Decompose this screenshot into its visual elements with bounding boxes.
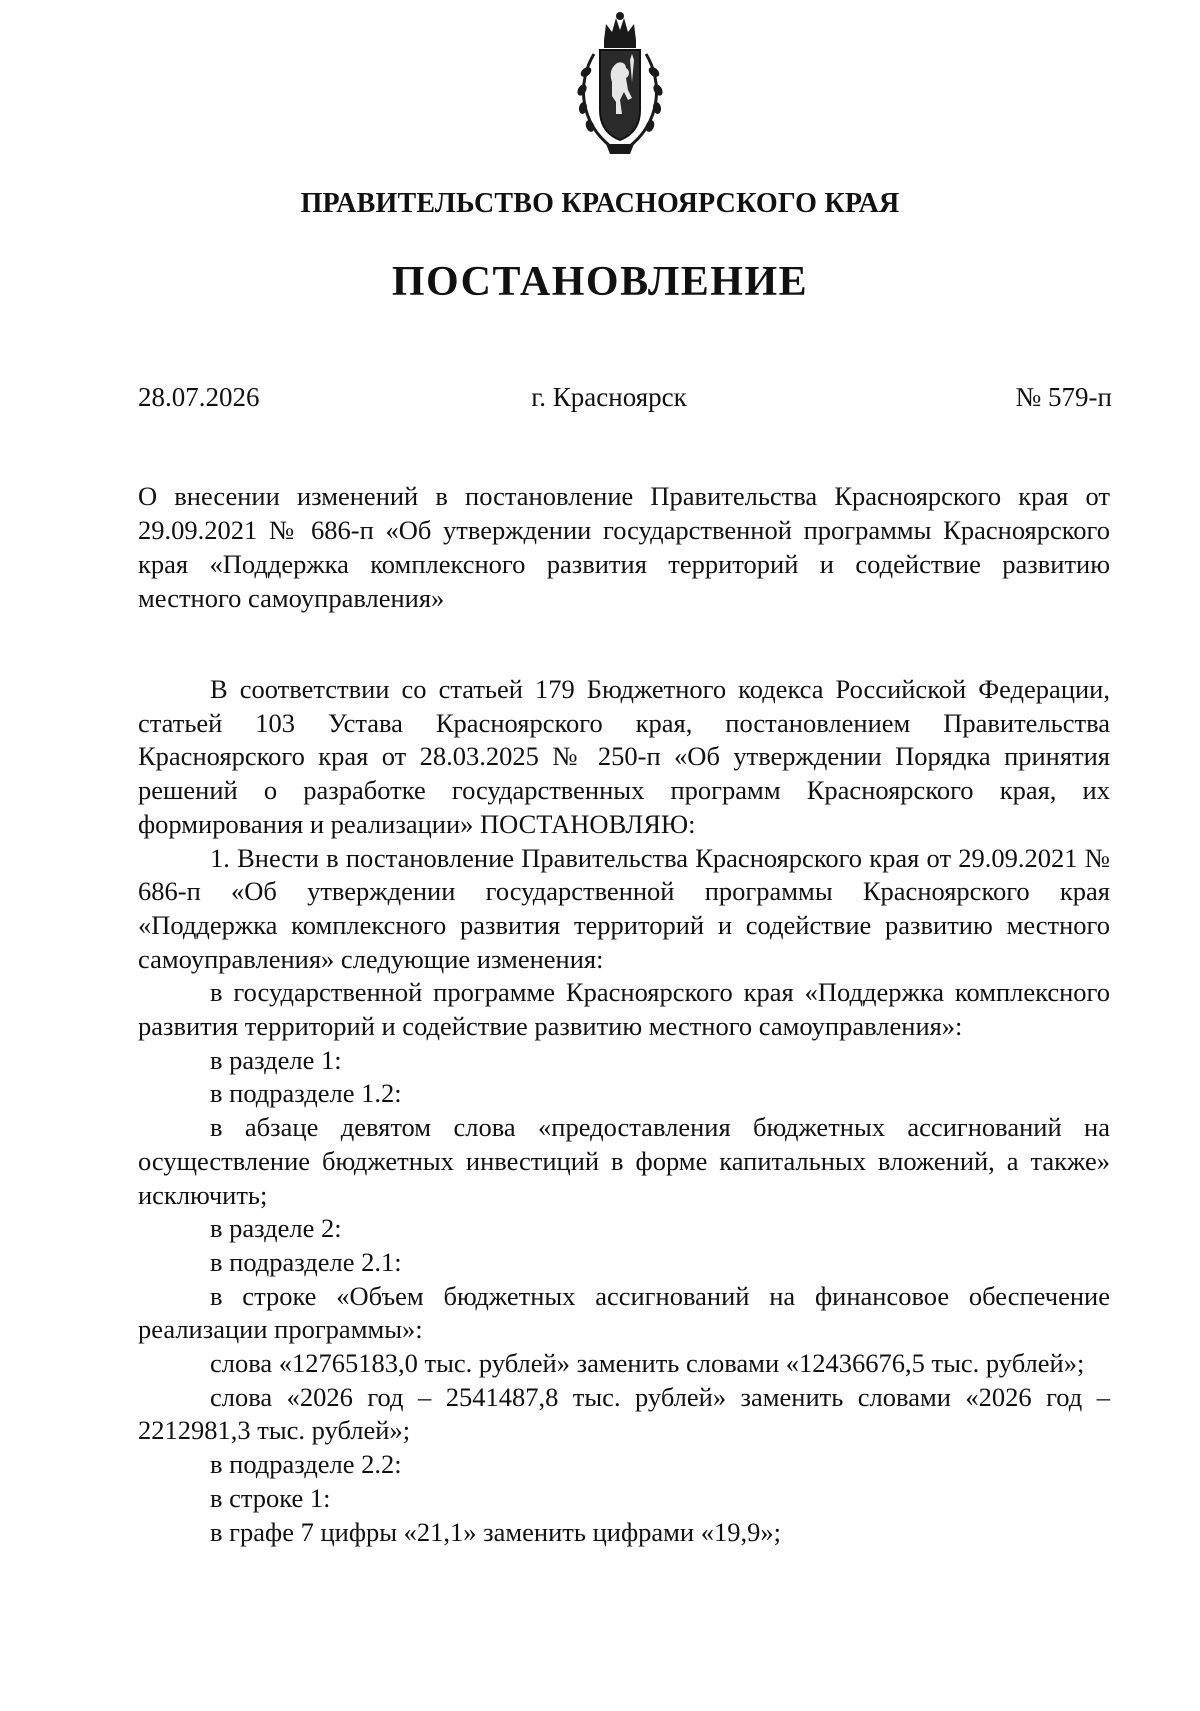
body-paragraph: в подразделе 2.2: [210, 1449, 402, 1480]
document-body [138, 673, 1110, 1549]
body-paragraph: в подразделе 1.2: [210, 1078, 402, 1109]
body-paragraph: в подразделе 2.1: [210, 1246, 402, 1277]
body-paragraph: в государственной программе Красноярского края «Поддержка комплексного развития территорий и содействие развитию местного самоуправления»: [138, 977, 1110, 1042]
document-date: 28.07.2026 [138, 382, 260, 412]
body-paragraph: в разделе 1: [210, 1044, 342, 1075]
document-number: № 579-п [1015, 382, 1112, 412]
coat-of-arms-icon [570, 10, 670, 160]
body-paragraph: в строке «Объем бюджетных ассигнований на финансовое обеспечение реализации программы»: [138, 1280, 1110, 1345]
body-paragraph: в разделе 2: [210, 1213, 342, 1244]
body-paragraph: в графе 7 цифры «21,1» заменить цифрами «19,9»; [210, 1516, 781, 1547]
body-paragraph: слова «12765183,0 тыс. рублей» заменить словами «12436676,5 тыс. рублей»; [210, 1348, 1085, 1379]
body-paragraph: в строке 1: [210, 1482, 331, 1513]
organization-title: ПРАВИТЕЛЬСТВО КРАСНОЯРСКОГО КРАЯ [300, 188, 900, 219]
body-paragraph: в абзаце девятом слова «предоставления бюджетных ассигнований на осуществление бюджетных инвестиций в форме капитальных вложений, а также» исключить; [138, 1112, 1110, 1210]
document-city: г. Красноярск [531, 382, 687, 412]
body-paragraph: слова «2026 год – 2541487,8 тыс. рублей» заменить словами «2026 год – 2212981,3 тыс. рублей»; [138, 1381, 1110, 1446]
body-paragraph: 1. Внести в постановление Правительства Красноярского края от 29.09.2021 № 686-п «Об утверждении государственной программы Красноярского края «Поддержка комплексного развития территорий и содействие развитию местного самоуправления» следующие изменения: [138, 842, 1110, 974]
document-type-heading: ПОСТАНОВЛЕНИЕ [391, 259, 809, 305]
body-paragraph: В соответствии со статьей 179 Бюджетного кодекса Российской Федерации, статьей 103 Устава Красноярского края, постановлением Правительства Красноярского края от 28.03.2025 № 250-п «Об утверждении Порядка принятия решений о разработке государственных программ Красноярского края, их формирования и реализации» ПОСТАНОВЛЯЮ: [138, 674, 1110, 839]
document-subject: О внесении изменений в постановление Правительства Красноярского края от 29.09.2021 № 686-п «Об утверждении государственной программы Красноярского края «Поддержка комплексного развития территорий и содействие развитию местного самоуправления» [138, 481, 1110, 613]
